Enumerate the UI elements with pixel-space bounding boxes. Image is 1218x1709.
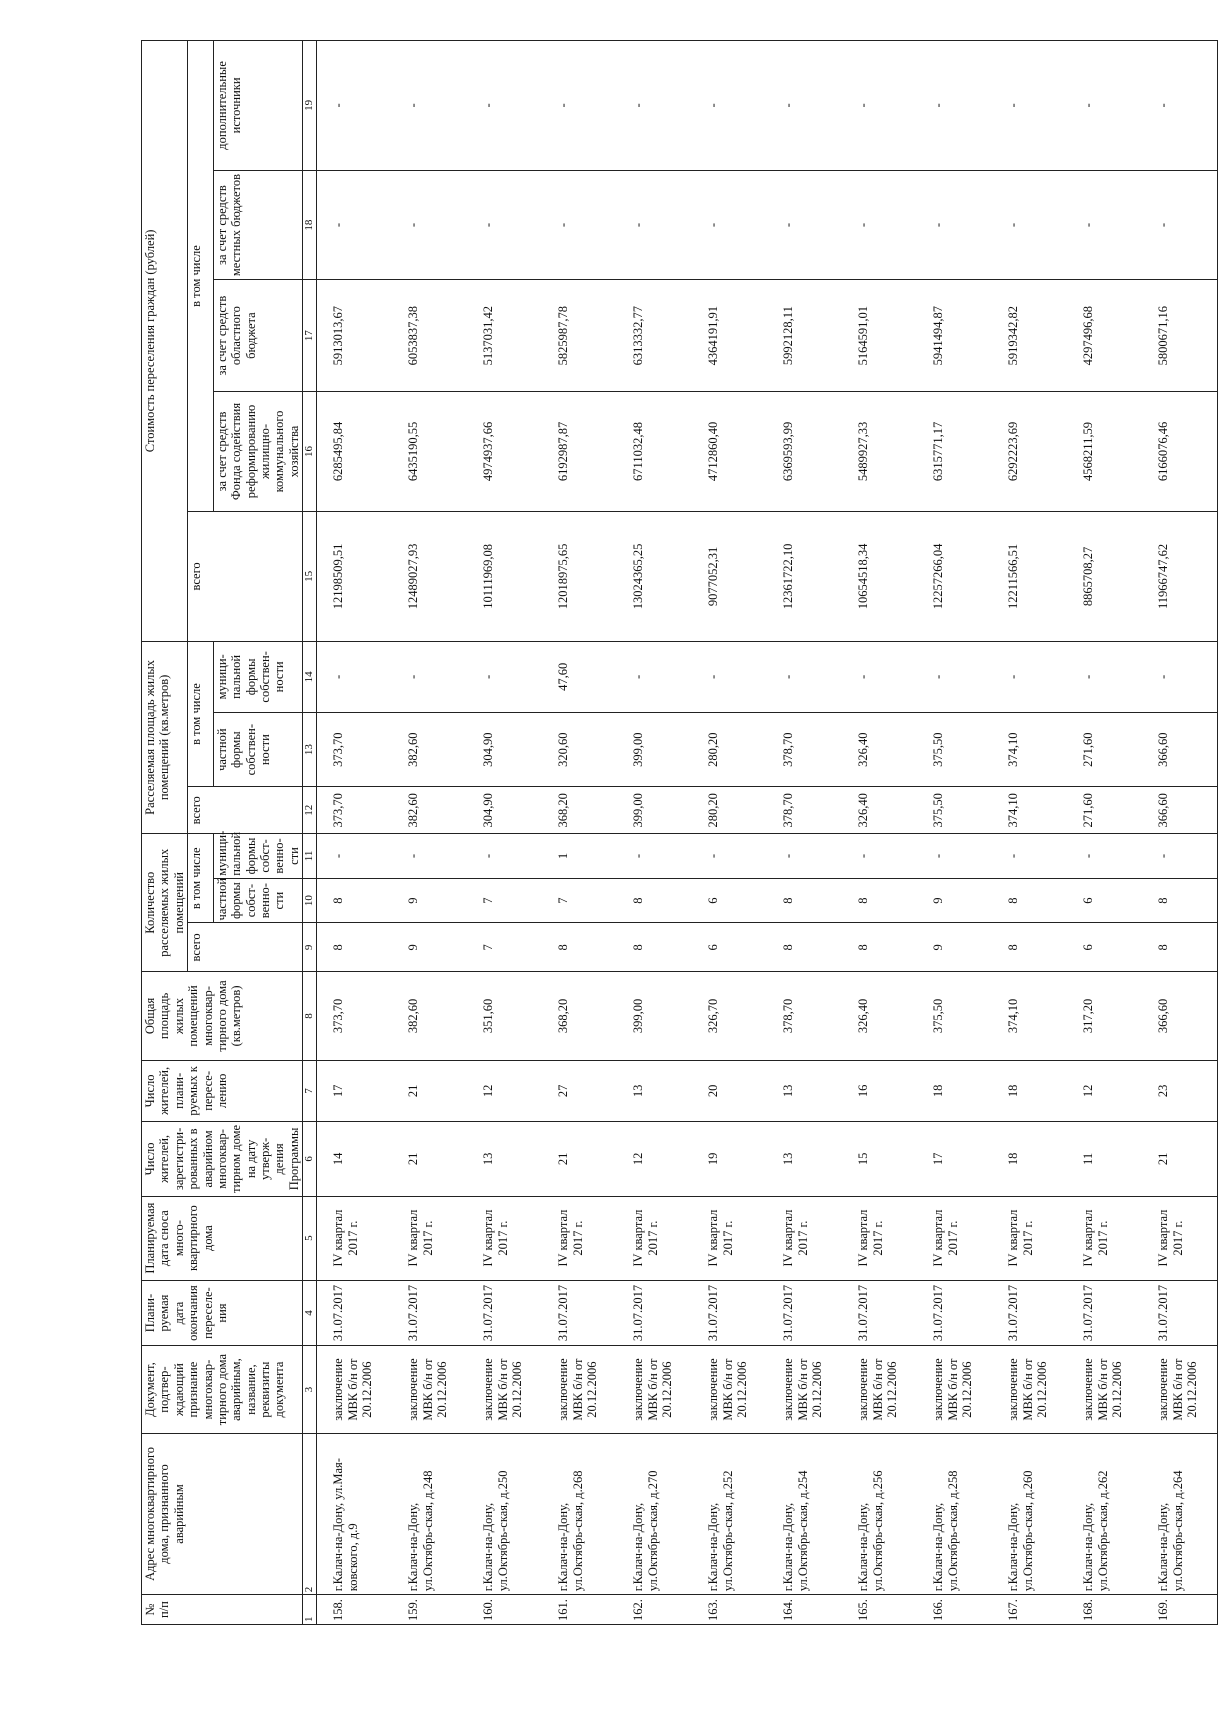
header-address: Адрес многоквартирного дома, признанного аварийным: [142, 1433, 303, 1595]
cell-cost-fund: 4712860,40: [692, 391, 767, 511]
cell-address: г.Калач-на-Дону, ул.Октябрь-ская, д.270: [617, 1433, 692, 1595]
cell-row-number: 166.: [917, 1595, 992, 1625]
cell-cost-fund: 6192987,87: [542, 391, 617, 511]
cell-cost-regional: 5941494,87: [917, 280, 992, 392]
table-row: [692, 41, 767, 1625]
cell-cost-additional: -: [1067, 41, 1142, 171]
cell-row-number: 160.: [467, 1595, 542, 1625]
cell-document: заключение МВК б/н от 20.12.2006: [692, 1346, 767, 1433]
table-body: [303, 41, 1218, 1625]
cell-count-private: 8: [317, 878, 393, 923]
column-number: 18: [303, 170, 317, 279]
cell-cost-total: 9077052,31: [692, 512, 767, 642]
cell-area-municipal: -: [842, 641, 917, 712]
cell-cost-local: -: [617, 170, 692, 279]
cell-area-private: 320,60: [542, 712, 617, 786]
table-row: [1067, 41, 1142, 1625]
cell-total-area: 374,10: [992, 972, 1067, 1060]
table-row: [767, 41, 842, 1625]
cell-cost-additional: -: [542, 41, 617, 171]
cell-count-total: 8: [617, 923, 692, 972]
cell-area-municipal: -: [1142, 641, 1218, 712]
cell-cost-total: 12257266,04: [917, 512, 992, 642]
cell-demolition-date: IV квартал 2017 г.: [392, 1196, 467, 1280]
cell-cost-total: 12489027,93: [392, 512, 467, 642]
cell-count-private: 9: [917, 878, 992, 923]
cell-address: г.Калач-на-Дону, ул.Октябрь-ская, д.248: [392, 1433, 467, 1595]
cell-cost-total: 12361722,10: [767, 512, 842, 642]
cell-count-private: 6: [1067, 878, 1142, 923]
cell-registered-residents: 21: [542, 1122, 617, 1196]
cell-area-total: 375,50: [917, 787, 992, 834]
cell-registered-residents: 13: [767, 1122, 842, 1196]
column-numbers-row: [303, 41, 317, 1625]
header-cost-regional: за счет средств областного бюджета: [213, 280, 302, 392]
column-number: 6: [303, 1122, 317, 1196]
cell-cost-additional: -: [992, 41, 1067, 171]
cell-document: заключение МВК б/н от 20.12.2006: [542, 1346, 617, 1433]
cell-area-total: 374,10: [992, 787, 1067, 834]
column-number: 9: [303, 923, 317, 972]
cell-cost-local: -: [392, 170, 467, 279]
cell-resettle-date: 31.07.2017: [542, 1280, 617, 1346]
cell-row-number: 165.: [842, 1595, 917, 1625]
cell-document: заключение МВК б/н от 20.12.2006: [917, 1346, 992, 1433]
cell-document: заключение МВК б/н от 20.12.2006: [392, 1346, 467, 1433]
cell-area-municipal: -: [1067, 641, 1142, 712]
cell-address: г.Калач-на-Дону, ул.Октябрь-ская, д.252: [692, 1433, 767, 1595]
cell-cost-local: -: [467, 170, 542, 279]
cell-cost-regional: 4297496,68: [1067, 280, 1142, 392]
cell-demolition-date: IV квартал 2017 г.: [842, 1196, 917, 1280]
cell-planned-residents: 12: [467, 1060, 542, 1122]
column-number: 5: [303, 1196, 317, 1280]
cell-total-area: 373,70: [317, 972, 393, 1060]
cell-area-total: 373,70: [317, 787, 393, 834]
cell-area-municipal: -: [317, 641, 393, 712]
column-number: 17: [303, 280, 317, 392]
cell-area-municipal: -: [692, 641, 767, 712]
cell-count-private: 9: [392, 878, 467, 923]
header-premises-count: Количество расселяемых жилых помещений: [142, 834, 188, 972]
cell-area-private: 271,60: [1067, 712, 1142, 786]
cell-address: г.Калач-на-Дону, ул.Октябрь-ская, д.258: [917, 1433, 992, 1595]
cell-count-total: 8: [767, 923, 842, 972]
header-cost-fund: за счет средств Фонда содействия реформированию жилищно-коммунального хозяйства: [213, 391, 302, 511]
table-row: [992, 41, 1067, 1625]
cell-area-municipal: -: [617, 641, 692, 712]
cell-area-private: 374,10: [992, 712, 1067, 786]
cell-demolition-date: IV квартал 2017 г.: [767, 1196, 842, 1280]
cell-cost-local: -: [917, 170, 992, 279]
cell-cost-fund: 6711032,48: [617, 391, 692, 511]
table-row: [392, 41, 467, 1625]
cell-count-municipal: -: [1067, 834, 1142, 879]
cell-row-number: 169.: [1142, 1595, 1218, 1625]
cell-count-municipal: -: [617, 834, 692, 879]
cell-address: г.Калач-на-Дону, ул.Октябрь-ская, д.256: [842, 1433, 917, 1595]
header-document: Документ, подтвер-ждающий признание многоквар-тирного дома аварийным, название, реквизиты документа: [142, 1346, 303, 1433]
cell-cost-total: 12198509,51: [317, 512, 393, 642]
cell-planned-residents: 13: [767, 1060, 842, 1122]
cell-address: г.Калач-на-Дону, ул.Октябрь-ская, д.268: [542, 1433, 617, 1595]
cell-resettle-date: 31.07.2017: [917, 1280, 992, 1346]
cell-total-area: 351,60: [467, 972, 542, 1060]
header-resettle-date: Плани-руемая дата окончания переселе-ния: [142, 1280, 303, 1346]
cell-count-total: 8: [317, 923, 393, 972]
cell-address: г.Калач-на-Дону, ул.Октябрь-ская, д.262: [1067, 1433, 1142, 1595]
cell-cost-regional: 5164591,01: [842, 280, 917, 392]
cell-cost-regional: 5913013,67: [317, 280, 393, 392]
cell-registered-residents: 18: [992, 1122, 1067, 1196]
header-area-including: в том числе: [188, 641, 214, 787]
cell-cost-regional: 5137031,42: [467, 280, 542, 392]
cell-cost-local: -: [542, 170, 617, 279]
header-area-private: частной формы собствен-ности: [213, 712, 302, 786]
cell-address: г.Калач-на-Дону, ул.Октябрь-ская, д.260: [992, 1433, 1067, 1595]
cell-total-area: 368,20: [542, 972, 617, 1060]
header-resettled-area: Расселяемая площадь жилых помещений (кв.метров): [142, 641, 188, 833]
column-number: 2: [303, 1433, 317, 1595]
cell-resettle-date: 31.07.2017: [1142, 1280, 1218, 1346]
cell-document: заключение МВК б/н от 20.12.2006: [767, 1346, 842, 1433]
cell-cost-local: -: [692, 170, 767, 279]
cell-document: заключение МВК б/н от 20.12.2006: [467, 1346, 542, 1433]
cell-address: г.Калач-на-Дону, ул.Мая-ковского, д.9: [317, 1433, 393, 1595]
cell-row-number: 161.: [542, 1595, 617, 1625]
cell-area-total: 399,00: [617, 787, 692, 834]
table-row: [317, 41, 393, 1625]
cell-cost-total: 12211566,51: [992, 512, 1067, 642]
cell-row-number: 159.: [392, 1595, 467, 1625]
cell-planned-residents: 23: [1142, 1060, 1218, 1122]
cell-area-total: 366,60: [1142, 787, 1218, 834]
cell-area-private: 382,60: [392, 712, 467, 786]
cell-count-municipal: -: [692, 834, 767, 879]
cell-total-area: 382,60: [392, 972, 467, 1060]
cell-total-area: 326,70: [692, 972, 767, 1060]
cell-area-private: 378,70: [767, 712, 842, 786]
header-cost-additional: дополнительные источники: [213, 41, 302, 171]
cell-resettle-date: 31.07.2017: [1067, 1280, 1142, 1346]
table-row: [467, 41, 542, 1625]
cell-document: заключение МВК б/н от 20.12.2006: [1067, 1346, 1142, 1433]
column-number: 11: [303, 834, 317, 879]
cell-count-municipal: -: [992, 834, 1067, 879]
cell-cost-additional: -: [1142, 41, 1218, 171]
cell-row-number: 168.: [1067, 1595, 1142, 1625]
header-cost-local: за счет средств местных бюджетов: [213, 170, 302, 279]
cell-planned-residents: 21: [392, 1060, 467, 1122]
header-demolition-date: Планируемая дата сноса много-квартирного дома: [142, 1196, 303, 1280]
cell-cost-additional: -: [692, 41, 767, 171]
cell-cost-additional: -: [467, 41, 542, 171]
cell-cost-total: 13024365,25: [617, 512, 692, 642]
cell-total-area: 317,20: [1067, 972, 1142, 1060]
cell-area-total: 304,90: [467, 787, 542, 834]
cell-cost-regional: 5800671,16: [1142, 280, 1218, 392]
cell-cost-fund: 4568211,59: [1067, 391, 1142, 511]
table-row: [617, 41, 692, 1625]
cell-row-number: 167.: [992, 1595, 1067, 1625]
column-number: 12: [303, 787, 317, 834]
cell-registered-residents: 19: [692, 1122, 767, 1196]
cell-count-municipal: -: [842, 834, 917, 879]
cell-cost-regional: 5992128,11: [767, 280, 842, 392]
cell-cost-fund: 6285495,84: [317, 391, 393, 511]
cell-area-municipal: -: [917, 641, 992, 712]
cell-count-private: 8: [1142, 878, 1218, 923]
cell-demolition-date: IV квартал 2017 г.: [317, 1196, 393, 1280]
cell-demolition-date: IV квартал 2017 г.: [917, 1196, 992, 1280]
table-row: [917, 41, 992, 1625]
cell-area-private: 280,20: [692, 712, 767, 786]
cell-cost-local: -: [1067, 170, 1142, 279]
rotated-table-container: [141, 40, 1199, 1625]
cell-demolition-date: IV квартал 2017 г.: [992, 1196, 1067, 1280]
resettlement-table: [141, 40, 1218, 1625]
cell-count-private: 6: [692, 878, 767, 923]
cell-cost-additional: -: [842, 41, 917, 171]
cell-registered-residents: 12: [617, 1122, 692, 1196]
column-number: 7: [303, 1060, 317, 1122]
cell-cost-fund: 5489927,33: [842, 391, 917, 511]
cell-area-private: 326,40: [842, 712, 917, 786]
cell-resettle-date: 31.07.2017: [992, 1280, 1067, 1346]
header-number: № п/п: [142, 1595, 303, 1625]
cell-count-municipal: -: [917, 834, 992, 879]
cell-demolition-date: IV квартал 2017 г.: [1067, 1196, 1142, 1280]
cell-area-total: 271,60: [1067, 787, 1142, 834]
cell-planned-residents: 27: [542, 1060, 617, 1122]
cell-resettle-date: 31.07.2017: [767, 1280, 842, 1346]
cell-cost-local: -: [992, 170, 1067, 279]
cell-area-municipal: 47,60: [542, 641, 617, 712]
cell-cost-additional: -: [767, 41, 842, 171]
cell-document: заключение МВК б/н от 20.12.2006: [1142, 1346, 1218, 1433]
cell-demolition-date: IV квартал 2017 г.: [467, 1196, 542, 1280]
cell-area-municipal: -: [467, 641, 542, 712]
column-number: 16: [303, 391, 317, 511]
cell-row-number: 163.: [692, 1595, 767, 1625]
cell-count-total: 8: [842, 923, 917, 972]
cell-planned-residents: 18: [992, 1060, 1067, 1122]
cell-document: заключение МВК б/н от 20.12.2006: [842, 1346, 917, 1433]
cell-count-private: 8: [992, 878, 1067, 923]
cell-area-total: 382,60: [392, 787, 467, 834]
header-count-total: всего: [188, 923, 303, 972]
cell-row-number: 162.: [617, 1595, 692, 1625]
cell-cost-total: 8865708,27: [1067, 512, 1142, 642]
cell-count-private: 8: [617, 878, 692, 923]
cell-cost-local: -: [1142, 170, 1218, 279]
header-count-municipal: муници-пальной формы собст-венно-сти: [213, 834, 302, 879]
cell-total-area: 375,50: [917, 972, 992, 1060]
cell-cost-fund: 6315771,17: [917, 391, 992, 511]
column-number: 15: [303, 512, 317, 642]
cell-registered-residents: 15: [842, 1122, 917, 1196]
cell-registered-residents: 17: [917, 1122, 992, 1196]
cell-planned-residents: 18: [917, 1060, 992, 1122]
cell-count-municipal: -: [467, 834, 542, 879]
column-number: 19: [303, 41, 317, 171]
cell-cost-fund: 4974937,66: [467, 391, 542, 511]
cell-cost-local: -: [767, 170, 842, 279]
cell-cost-regional: 4364191,91: [692, 280, 767, 392]
cell-resettle-date: 31.07.2017: [617, 1280, 692, 1346]
cell-count-private: 7: [542, 878, 617, 923]
column-number: 14: [303, 641, 317, 712]
cell-cost-total: 10111969,08: [467, 512, 542, 642]
cell-cost-additional: -: [917, 41, 992, 171]
cell-area-municipal: -: [392, 641, 467, 712]
cell-cost-fund: 6369593,99: [767, 391, 842, 511]
cell-cost-total: 11966747,62: [1142, 512, 1218, 642]
column-number: 8: [303, 972, 317, 1060]
cell-area-total: 326,40: [842, 787, 917, 834]
cell-planned-residents: 17: [317, 1060, 393, 1122]
cell-registered-residents: 11: [1067, 1122, 1142, 1196]
header-registered-residents: Число жителей, зарегистри-рованных в аварийном многоквар-тирном доме на дату утверж-дения Программы: [142, 1122, 303, 1196]
cell-cost-additional: -: [317, 41, 393, 171]
cell-count-total: 7: [467, 923, 542, 972]
cell-address: г.Калач-на-Дону, ул.Октябрь-ская, д.264: [1142, 1433, 1218, 1595]
cell-resettle-date: 31.07.2017: [842, 1280, 917, 1346]
cell-count-total: 6: [692, 923, 767, 972]
header-cost-including: в том числе: [188, 41, 214, 512]
cell-area-municipal: -: [992, 641, 1067, 712]
cell-demolition-date: IV квартал 2017 г.: [542, 1196, 617, 1280]
cell-planned-residents: 12: [1067, 1060, 1142, 1122]
cell-demolition-date: IV квартал 2017 г.: [692, 1196, 767, 1280]
cell-area-private: 375,50: [917, 712, 992, 786]
cell-cost-local: -: [842, 170, 917, 279]
cell-count-private: 8: [842, 878, 917, 923]
cell-count-private: 8: [767, 878, 842, 923]
cell-registered-residents: 14: [317, 1122, 393, 1196]
cell-count-municipal: -: [1142, 834, 1218, 879]
header-cost-total: всего: [188, 512, 303, 642]
cell-resettle-date: 31.07.2017: [317, 1280, 393, 1346]
cell-row-number: 164.: [767, 1595, 842, 1625]
cell-cost-additional: -: [617, 41, 692, 171]
cell-cost-total: 12018975,65: [542, 512, 617, 642]
cell-area-total: 280,20: [692, 787, 767, 834]
column-number: 10: [303, 878, 317, 923]
cell-planned-residents: 16: [842, 1060, 917, 1122]
cell-area-private: 373,70: [317, 712, 393, 786]
cell-planned-residents: 20: [692, 1060, 767, 1122]
cell-total-area: 378,70: [767, 972, 842, 1060]
cell-cost-regional: 6053837,38: [392, 280, 467, 392]
cell-count-private: 7: [467, 878, 542, 923]
cell-cost-additional: -: [392, 41, 467, 171]
cell-registered-residents: 13: [467, 1122, 542, 1196]
cell-cost-total: 10654518,34: [842, 512, 917, 642]
column-number: 1: [303, 1595, 317, 1625]
cell-area-private: 366,60: [1142, 712, 1218, 786]
header-area-total: всего: [188, 787, 303, 834]
cell-area-total: 368,20: [542, 787, 617, 834]
cell-count-total: 8: [1142, 923, 1218, 972]
cell-resettle-date: 31.07.2017: [467, 1280, 542, 1346]
cell-count-total: 8: [542, 923, 617, 972]
cell-cost-regional: 5825987,78: [542, 280, 617, 392]
cell-demolition-date: IV квартал 2017 г.: [1142, 1196, 1218, 1280]
cell-count-municipal: -: [392, 834, 467, 879]
cell-demolition-date: IV квартал 2017 г.: [617, 1196, 692, 1280]
column-number: 3: [303, 1346, 317, 1433]
cell-total-area: 399,00: [617, 972, 692, 1060]
header-total-area: Общая площадь жилых помещений многоквар-тирного дома (кв.метров): [142, 972, 303, 1060]
cell-resettle-date: 31.07.2017: [392, 1280, 467, 1346]
cell-area-private: 304,90: [467, 712, 542, 786]
table-row: [842, 41, 917, 1625]
cell-count-total: 8: [992, 923, 1067, 972]
column-number: 13: [303, 712, 317, 786]
header-cost: Стоимость переселения граждан (рублей): [142, 41, 188, 642]
cell-count-municipal: -: [317, 834, 393, 879]
table-row: [542, 41, 617, 1625]
cell-registered-residents: 21: [1142, 1122, 1218, 1196]
cell-area-private: 399,00: [617, 712, 692, 786]
cell-cost-fund: 6292223,69: [992, 391, 1067, 511]
cell-document: заключение МВК б/н от 20.12.2006: [317, 1346, 393, 1433]
cell-resettle-date: 31.07.2017: [692, 1280, 767, 1346]
cell-cost-fund: 6435190,55: [392, 391, 467, 511]
cell-row-number: 158.: [317, 1595, 393, 1625]
cell-total-area: 366,60: [1142, 972, 1218, 1060]
cell-count-total: 6: [1067, 923, 1142, 972]
cell-area-total: 378,70: [767, 787, 842, 834]
cell-cost-fund: 6166076,46: [1142, 391, 1218, 511]
cell-address: г.Калач-на-Дону, ул.Октябрь-ская, д.254: [767, 1433, 842, 1595]
cell-total-area: 326,40: [842, 972, 917, 1060]
cell-area-municipal: -: [767, 641, 842, 712]
header-count-private: частной формы собст-венно-сти: [213, 878, 302, 923]
header-planned-residents: Число жителей, плани-руемых к пересе-лению: [142, 1060, 303, 1122]
cell-cost-regional: 6313332,77: [617, 280, 692, 392]
cell-count-total: 9: [917, 923, 992, 972]
cell-document: заключение МВК б/н от 20.12.2006: [617, 1346, 692, 1433]
cell-planned-residents: 13: [617, 1060, 692, 1122]
cell-cost-regional: 5919342,82: [992, 280, 1067, 392]
cell-registered-residents: 21: [392, 1122, 467, 1196]
column-number: 4: [303, 1280, 317, 1346]
cell-document: заключение МВК б/н от 20.12.2006: [992, 1346, 1067, 1433]
cell-cost-local: -: [317, 170, 393, 279]
header-count-including: в том числе: [188, 834, 214, 923]
header-area-municipal: муници-пальной формы собствен-ности: [213, 641, 302, 712]
cell-address: г.Калач-на-Дону, ул.Октябрь-ская, д.250: [467, 1433, 542, 1595]
table-row: [1142, 41, 1218, 1625]
cell-count-total: 9: [392, 923, 467, 972]
cell-count-municipal: -: [767, 834, 842, 879]
cell-count-municipal: 1: [542, 834, 617, 879]
